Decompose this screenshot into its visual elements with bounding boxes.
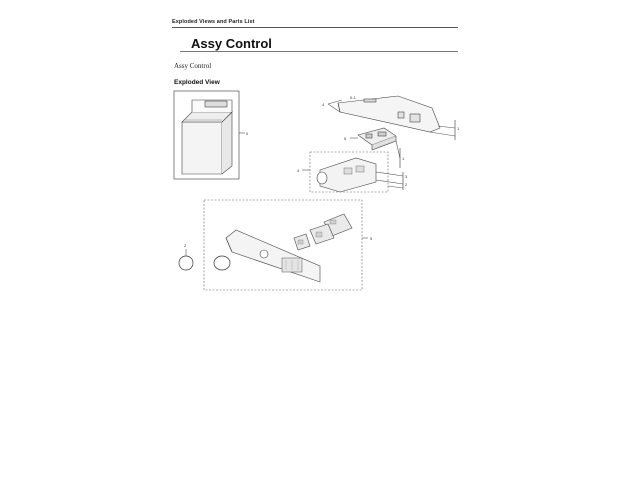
callout-right-mid: 1 — [402, 156, 405, 161]
page-title: Assy Control — [191, 36, 272, 51]
section-label: Assy Control — [174, 62, 212, 70]
callout-mid-right-b: 2 — [405, 182, 408, 187]
panel-group-middle — [302, 152, 403, 192]
running-head: Exploded Views and Parts List — [172, 19, 255, 25]
callout-top-group: 4 — [322, 102, 325, 107]
callout-washer: 0 — [246, 131, 249, 136]
callout-board-upper: 5 — [344, 136, 347, 141]
callout-right-top: 1 — [457, 126, 460, 131]
knob-part — [179, 249, 193, 270]
callout-top-small: 0-1 — [350, 95, 356, 100]
callout-knob: 2 — [184, 243, 187, 248]
callout-mid-group: 4 — [297, 168, 300, 173]
callout-mid-right-a: 3 — [405, 174, 408, 179]
washer-illustration — [174, 91, 245, 179]
exploded-view-heading: Exploded View — [174, 79, 220, 86]
panel-group-lower — [204, 200, 368, 290]
callout-lower-group: 5 — [370, 236, 373, 241]
